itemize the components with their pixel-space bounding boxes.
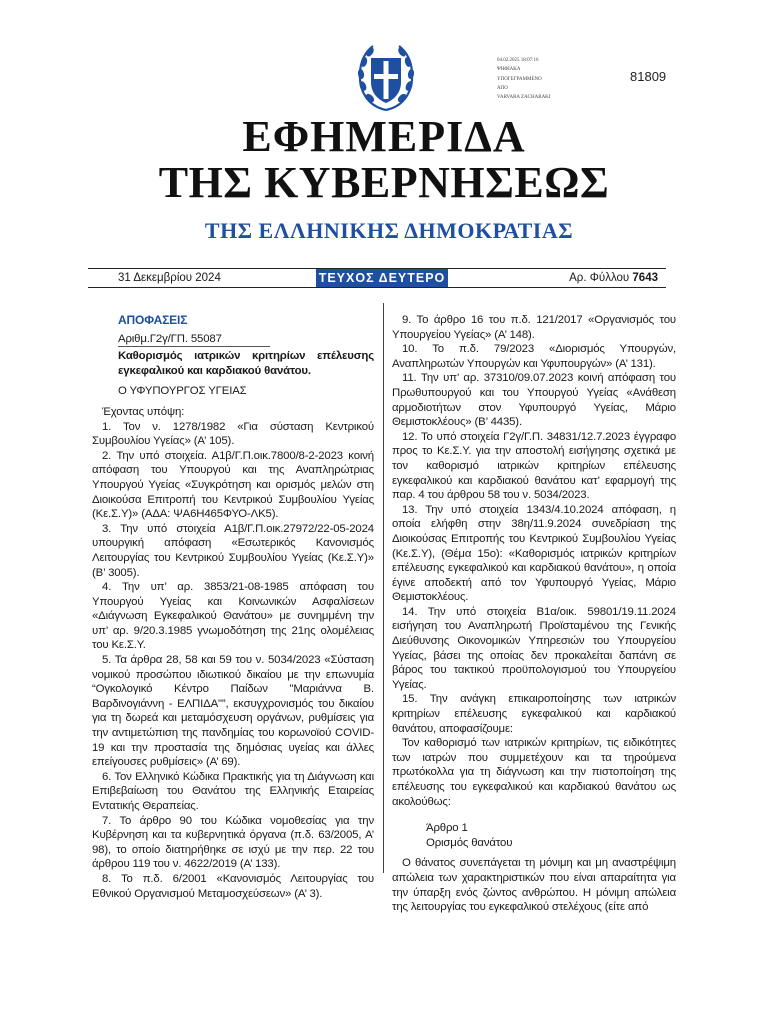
paragraph: 2. Την υπό στοιχεία. Α1β/Γ.Π.οικ.7800/8-2-2023 κοινή απόφαση του Υπουργού και της Αναπληρώτριας Υπουργού Υγείας «Συγκρότηση και ορισμός μελών στη Διοικούσα Επιτροπή του Κεντρικού Συμβουλίου Υγείας (Κε.Σ.Υ)» (ΑΔΑ: ΨΑ6Η465ΦΥΟ-ΛΚ5).: [92, 449, 374, 521]
decision-reference: Αριθμ.Γ2γ/ΓΠ. 55087: [118, 332, 270, 348]
decision-title: Καθορισμός ιατρικών κριτηρίων επέλευσης εγκεφαλικού και καρδιακού θανάτου.: [118, 350, 374, 377]
column-divider: [383, 303, 384, 873]
gazette-title-line1: ΕΦΗΜΕΡΙΔΑ: [242, 112, 526, 161]
sheet-number: [569, 270, 658, 286]
gazette-subtitle: ΤΗΣ ΕΛΛΗΝΙΚΗΣ ΔΗΜΟΚΡΑΤΙΑΣ: [204, 218, 574, 243]
gazette-title-line2: ΤΗΣ ΚΥΒΕΡΝΗΣΕΩΣ: [158, 158, 610, 207]
paragraph: 14. Την υπό στοιχεία Β1α/οικ. 59801/19.11.2024 εισήγηση του Αναπληρωτή Προϊσταμένου της Γενικής Διεύθυνσης Οικονομικών Υπηρεσιών του Υπουργείου Υγείας, βάσει της οποίας δεν προκαλείται δαπάνη σε βάρος του τακτικού προϋπολογισμού του Υπουργείου Υγείας.: [392, 605, 676, 691]
document-number: 81809: [630, 69, 667, 84]
stamp-line: 04.02.2025 18:07:16: [497, 58, 539, 63]
paragraph: 8. Το π.δ. 6/2001 «Κανονισμός Λειτουργίας του Εθνικού Οργανισμού Μεταμοσχεύσεων» (Α’ 3).: [92, 872, 374, 900]
paragraph: 3. Την υπό στοιχεία Α1β/Γ.Π.οικ.27972/22-05-2024 υπουργική απόφαση «Εσωτερικός Κανονισμός Λειτουργίας του Κεντρικού Συμβουλίου Υγείας (Κε.Σ.Υ)» (Β’ 3005).: [92, 522, 374, 579]
stamp-line: ΥΠΟΓΕΓΡΑΜΜΕΝΟ: [497, 76, 542, 82]
stamp-line: VARVARA ZACHARAKI: [497, 95, 551, 101]
article-title: Ορισμός θανάτου: [426, 836, 513, 849]
left-column: [92, 313, 374, 901]
minister-heading: Ο ΥΦΥΠΟΥΡΓΟΣ ΥΓΕΙΑΣ: [118, 385, 247, 398]
paragraph: Έχοντας υπόψη:: [102, 405, 185, 418]
paragraph: 6. Τον Ελληνικό Κώδικα Πρακτικής για τη Διάγνωση και Επιβεβαίωση του Θανάτου της Ελληνικής Εταιρείας Εντατικής Θεραπείας.: [92, 770, 374, 812]
article-number: Άρθρο 1: [426, 822, 468, 835]
issue-info-bar: [88, 268, 666, 288]
stamp-line: ΑΠΟ: [497, 85, 508, 91]
paragraph: 13. Την υπό στοιχεία 1343/4.10.2024 απόφαση, η οποία ελήφθη στην 38η/11.9.2024 συνεδρίαση της Διοικούσας Επιτροπής του Κεντρικού Συμβουλίου Υγείας (Κε.Σ.Υ), (Θέμα 15ο): «Καθορισμός ιατρικών κριτηρίων επέλευσης εγκεφαλικού και καρδιακού θανάτου», η οποία έγινε αποδεκτή από τον Υφυπουργό Υγείας, Μάριο Θεμιστοκλέους.: [392, 503, 676, 604]
paragraph: Τον καθορισμό των ιατρικών κριτηρίων, τις ειδικότητες των ιατρών που συμμετέχουν και τα τηρούμενα πρωτόκολλα για τη διάγνωση και την πιστοποίηση της επέλευσης του εγκεφαλικού και καρδιακού θανάτου ως ακολούθως:: [392, 737, 676, 808]
issue-date: 31 Δεκεμβρίου 2024: [118, 272, 221, 284]
stamp-line: ΨΗΦΙΑΚΑ: [497, 67, 521, 73]
paragraph: 12. Το υπό στοιχεία Γ2γ/Γ.Π. 34831/12.7.2023 έγγραφο προς το Κε.Σ.Υ. για την αποστολή εισήγησης σχετικά με τον καθορισμό ιατρικών κριτηρίων επέλευσης εγκεφαλικού και καρδιακού θανάτου κατ’ εφαρμογή της παρ. 4 του άρθρου 58 του ν. 5034/2023.: [392, 430, 676, 502]
sheet-number-value: 7643: [632, 272, 658, 284]
article-text: Ο θάνατος συνεπάγεται τη μόνιμη και μη αναστρέψιμη απώλεια των χαρακτηριστικών που είναι απαραίτητα για την ύπαρξη ενός ζώντος ανθρώπου. Η μόνιμη απώλεια της λειτουργίας του εγκεφαλικού στελέχους (είτε από: [392, 857, 676, 914]
issue-label: ΤΕΥΧΟΣ ΔΕΥΤΕΡΟ: [316, 269, 448, 287]
paragraph: 5. Τα άρθρα 28, 58 και 59 του ν. 5034/2023 «Σύσταση νομικού προσώπου ιδιωτικού δικαίου με την επωνυμία “Ογκολογικό Κέντρο Παίδων "Μαριάννα Β. Βαρδινογιάννη - ΕΛΠΙΔΑ"”, εκσυγχρονισμός του δικαίου για τη δωρεά και μεταμόσχευση οργάνων, ρυθμίσεις για την αντιμετώπιση της πανδημίας του κορωνοϊού COVID-19 και την προστασία της δημόσιας υγείας και άλλες επείγουσες ρυθμίσεις» (Α’ 69).: [92, 654, 374, 769]
paragraph: 10. Το π.δ. 79/2023 «Διορισμός Υπουργών, Αναπληρωτών Υπουργών και Υφυπουργών» (Α’ 131).: [392, 343, 676, 370]
section-heading: ΑΠΟΦΑΣΕΙΣ: [118, 313, 188, 327]
paragraph: 1. Τον ν. 1278/1982 «Για σύσταση Κεντρικού Συμβουλίου Υγείας» (Α’ 105).: [92, 420, 374, 448]
paragraph: 9. Το άρθρο 16 του π.δ. 121/2017 «Οργανισμός του Υπουργείου Υγείας» (Α’ 148).: [392, 314, 676, 341]
digital-signature-stamp: [497, 56, 550, 102]
greek-coat-of-arms-icon: [355, 40, 417, 114]
paragraph: 15. Την ανάγκη επικαιροποίησης των ιατρικών κριτηρίων επέλευσης εγκεφαλικού και καρδιακού θανάτου, αποφασίζουμε:: [392, 693, 676, 735]
sheet-label: Αρ. Φύλλου: [569, 272, 630, 284]
paragraph: 4. Την υπ’ αρ. 3853/21-08-1985 απόφαση του Υπουργού Υγείας και Κοινωνικών Ασφαλίσεων «Διάγνωση Εγκεφαλικού Θανάτου» με συνημμένη την υπ’ αρ. 9/20.3.1985 γνωμοδότηση της 21ης ολομέλειας του Κε.Σ.Υ.: [92, 581, 374, 652]
paragraph: 7. Το άρθρο 90 του Κώδικα νομοθεσίας για την Κυβέρνηση και τα κυβερνητικά όργανα (π.δ. 63/2005, Α’ 98), το οποίο διατηρήθηκε σε ισχύ με την περ. 22 του άρθρου 119 του ν. 4622/2019 (Α’ 133).: [92, 814, 374, 871]
right-column: [392, 313, 676, 915]
paragraph: 11. Την υπ’ αρ. 37310/09.07.2023 κοινή απόφαση του Πρωθυπουργού και του Υπουργού Υγείας «Ανάθεση αρμοδιοτήτων στον Υφυπουργό Υγείας, Μάριο Θεμιστοκλέους» (Β’ 4435).: [392, 372, 676, 429]
